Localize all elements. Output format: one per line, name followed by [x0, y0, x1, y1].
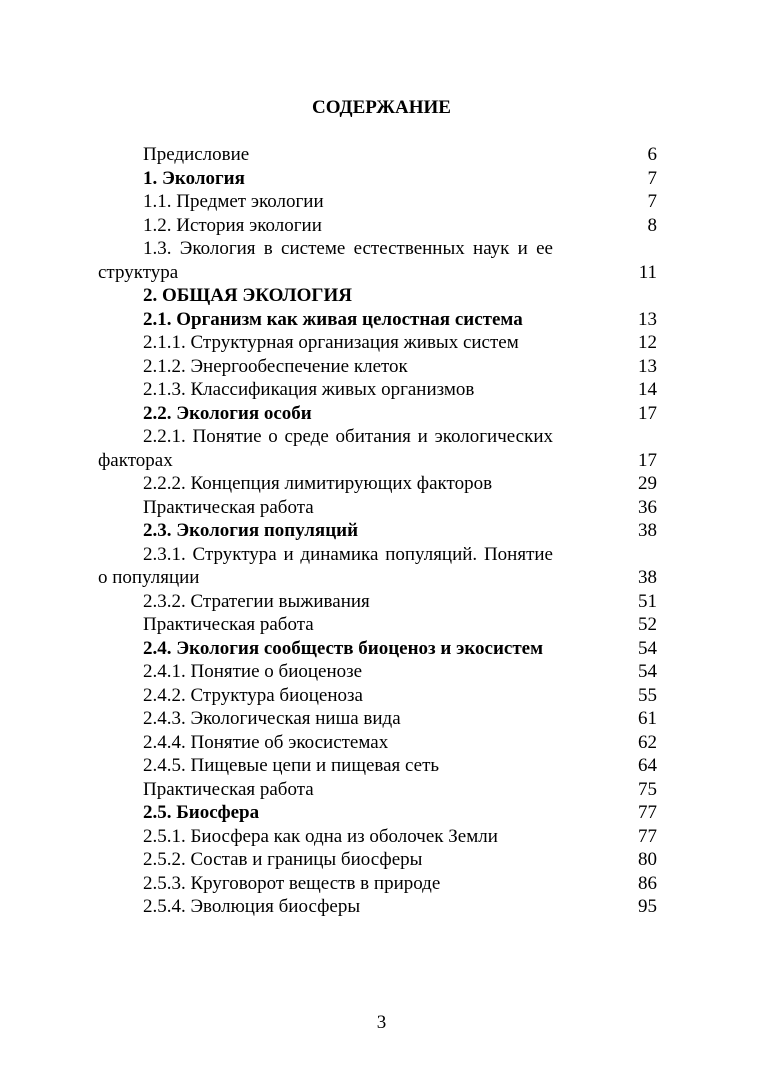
- toc-entry: [98, 472, 663, 496]
- toc-entry: [98, 308, 663, 332]
- toc-entry-page: 17: [638, 402, 657, 424]
- toc-entry: [98, 637, 663, 661]
- toc-entry: [98, 143, 663, 167]
- page-title: СОДЕРЖАНИЕ: [312, 97, 451, 118]
- toc-entry-title: 2.3. Экология популяций: [143, 520, 359, 541]
- toc-entry-page: 38: [638, 567, 657, 588]
- toc-entry-page: 17: [638, 449, 657, 471]
- toc-entry-title: 1. Экология: [143, 167, 245, 189]
- toc-entry-page: 54: [638, 661, 657, 682]
- toc-entry-page: 8: [647, 214, 657, 236]
- toc-entry-page: 36: [638, 496, 657, 518]
- toc-entry-title: 2.1.3. Классификация живых организмов: [143, 379, 475, 400]
- toc-entry: [98, 496, 663, 520]
- toc-entry: [98, 331, 663, 355]
- toc-entry-page: 61: [638, 708, 657, 729]
- toc-entry: [98, 543, 663, 590]
- toc-entry-page: 55: [638, 684, 657, 706]
- toc-entry-title: 2.1.1. Структурная организация живых систем: [143, 332, 519, 353]
- toc-entry-page: 51: [638, 590, 657, 612]
- toc-entry-page: 86: [638, 872, 657, 894]
- toc-entry-title: Практическая работа: [143, 496, 314, 518]
- toc-entry-title: 2.2.2. Концепция лимитирующих факторов: [143, 473, 493, 494]
- toc-entry-title: 2.5.2. Состав и границы биосферы: [143, 849, 423, 870]
- page-number: 3: [376, 1012, 387, 1033]
- toc-entry: [98, 778, 663, 802]
- toc-entry-page: 77: [638, 825, 657, 847]
- toc-entry-page: 62: [638, 731, 657, 753]
- toc-entry: [98, 167, 663, 191]
- toc-entry: [98, 848, 663, 872]
- toc-entry-page: 54: [638, 637, 657, 659]
- toc-entry: [98, 872, 663, 896]
- toc-entry: [98, 402, 663, 426]
- toc-entry: [98, 237, 663, 284]
- toc-entry: [98, 684, 663, 708]
- toc-entry: [98, 425, 663, 472]
- toc-entry: [98, 895, 663, 919]
- toc-entry: [98, 707, 663, 731]
- toc-entry-page: 13: [638, 308, 657, 330]
- toc-entry-title: 1.3. Экология в системе естественных наук и ее структура: [98, 238, 553, 283]
- toc-entry-page: 75: [638, 778, 657, 800]
- toc-entry-title: 2.3.1. Структура и динамика популяций. Понятие о популяции: [98, 543, 553, 588]
- toc-entry: [98, 519, 663, 543]
- toc-entry-title: 2.5.3. Круговорот веществ в природе: [143, 872, 441, 894]
- toc-entry-page: 6: [647, 144, 657, 165]
- toc-entry: [98, 731, 663, 755]
- toc-entry-page: 77: [638, 802, 657, 823]
- toc-entry: [98, 754, 663, 778]
- toc-entry-title: 2.4.5. Пищевые цепи и пищевая сеть: [143, 755, 440, 776]
- toc-entry-title: 2.4.3. Экологическая ниша вида: [143, 708, 401, 729]
- toc-entry: [98, 660, 663, 684]
- toc-entry-title: 2.1. Организм как живая целостная система: [143, 308, 523, 330]
- toc-entry: [98, 355, 663, 379]
- toc-entry: [98, 825, 663, 849]
- toc-entry-title: 2.4.4. Понятие об экосистемах: [143, 731, 389, 753]
- toc-entry-title: 2.1.2. Энергообеспечение клеток: [143, 355, 408, 377]
- toc-entry-page: 13: [638, 355, 657, 377]
- table-of-contents: [98, 143, 663, 919]
- toc-entry: [98, 590, 663, 614]
- toc-entry: [98, 613, 663, 637]
- toc-entry-page: 12: [638, 332, 657, 353]
- toc-entry-title: 2.5.4. Эволюция биосферы: [143, 896, 361, 917]
- toc-entry-title: 2.2. Экология особи: [143, 402, 312, 424]
- toc-entry: [98, 801, 663, 825]
- toc-entry-page: 64: [638, 755, 657, 776]
- toc-entry: [98, 378, 663, 402]
- toc-entry-page: 38: [638, 520, 657, 541]
- toc-entry-title: 1.1. Предмет экологии: [143, 191, 324, 212]
- toc-entry-page: 80: [638, 849, 657, 870]
- toc-entry-page: 11: [638, 261, 657, 283]
- toc-entry-title: 2.4.1. Понятие о биоценозе: [143, 661, 363, 682]
- toc-entry-title: 1.2. История экологии: [143, 214, 322, 236]
- toc-entry-page: 7: [647, 167, 657, 189]
- toc-entry-title: Практическая работа: [143, 614, 314, 635]
- toc-entry-title: 2.4. Экология сообществ биоценоз и экосистем: [143, 637, 544, 659]
- toc-entry-title: Практическая работа: [143, 778, 314, 800]
- toc-entry-page: 14: [638, 379, 657, 400]
- toc-entry-title: 2. ОБЩАЯ ЭКОЛОГИЯ: [143, 285, 352, 306]
- toc-entry-page: 95: [638, 896, 657, 917]
- toc-entry: [98, 214, 663, 238]
- toc-entry-title: 2.5. Биосфера: [143, 802, 260, 823]
- toc-entry: [98, 190, 663, 214]
- toc-entry-page: 29: [638, 473, 657, 494]
- toc-entry-title: 2.5.1. Биосфера как одна из оболочек Земли: [143, 825, 498, 847]
- toc-entry-title: 2.2.1. Понятие о среде обитания и экологических факторах: [98, 426, 553, 471]
- toc-entry-page: 52: [638, 614, 657, 635]
- toc-entry-title: 2.3.2. Стратегии выживания: [143, 590, 370, 612]
- toc-entry-page: 7: [647, 191, 657, 212]
- toc-entry: [98, 284, 663, 308]
- toc-entry-title: 2.4.2. Структура биоценоза: [143, 684, 363, 706]
- toc-entry-title: Предисловие: [143, 144, 250, 165]
